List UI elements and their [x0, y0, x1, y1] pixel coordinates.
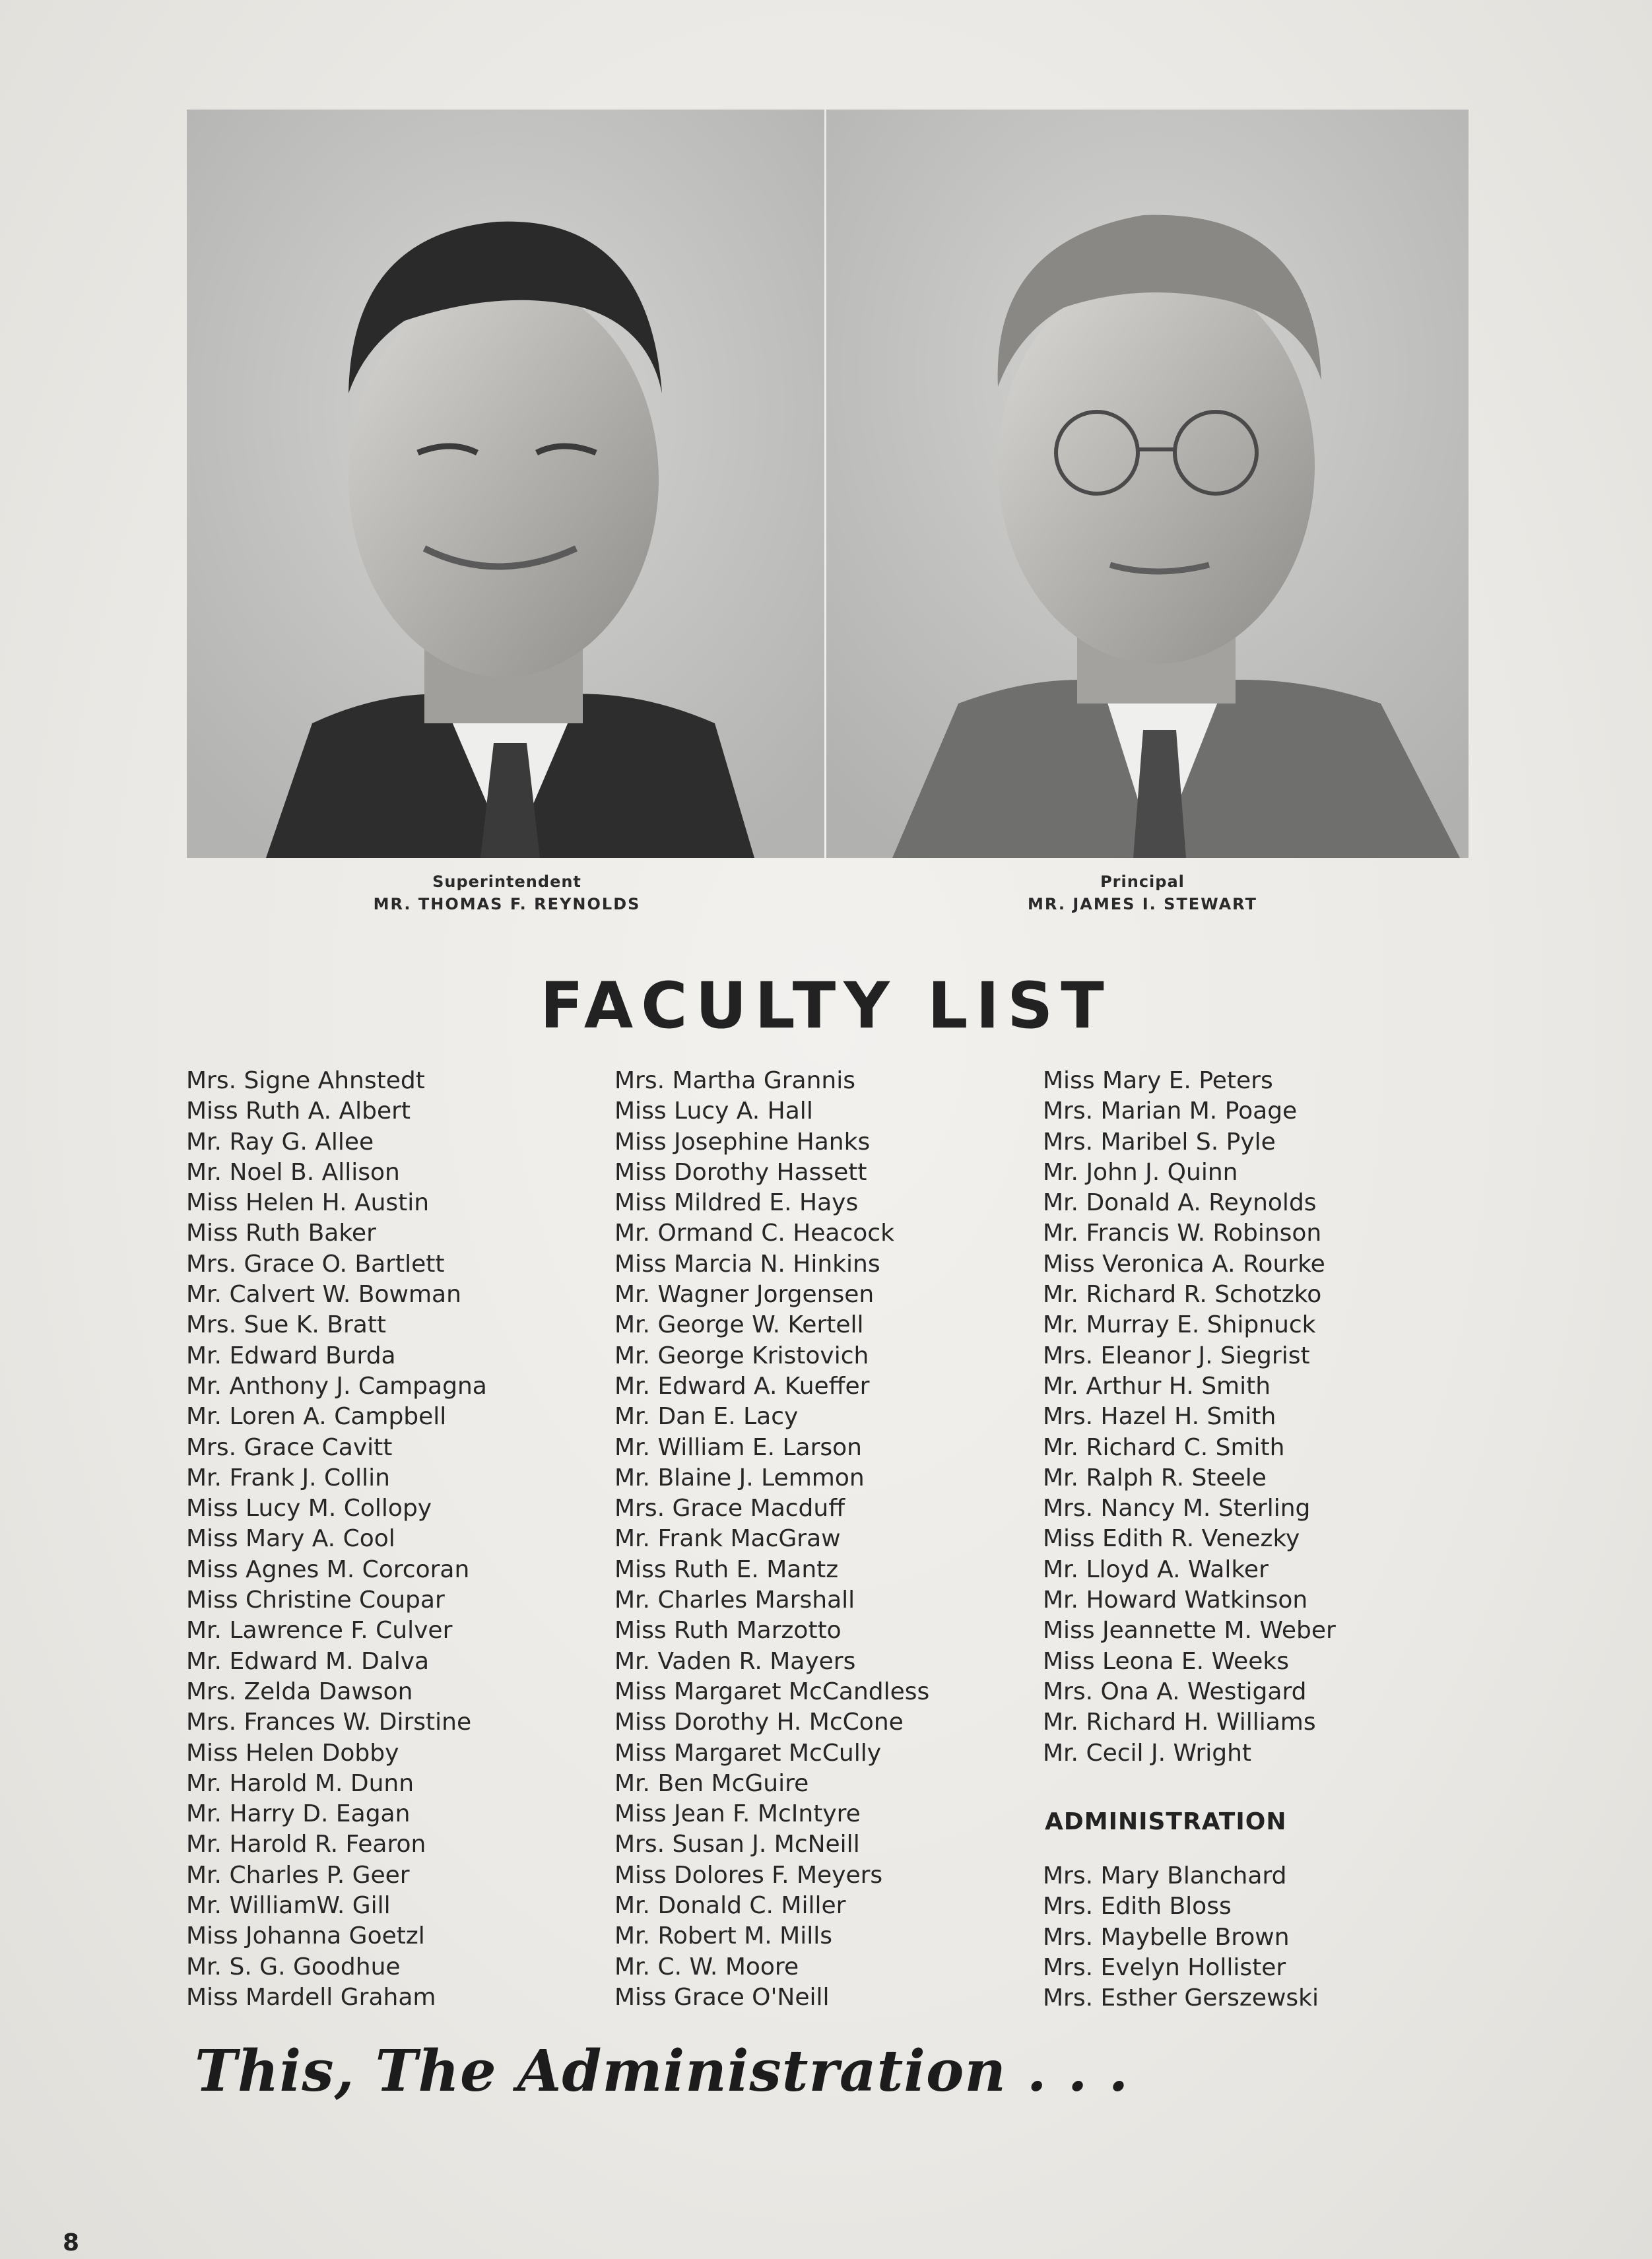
list-item: Mr. Charles P. Geer [186, 1861, 410, 1889]
list-item: Mr. Vaden R. Mayers [614, 1647, 856, 1675]
list-item: Miss Mildred E. Hays [614, 1189, 859, 1217]
list-item: Mr. George W. Kertell [614, 1311, 864, 1339]
superintendent-role: Superintendent [432, 872, 581, 891]
list-item: Mr. Ralph R. Steele [1043, 1464, 1267, 1491]
list-item: Mr. S. G. Goodhue [186, 1953, 401, 1981]
list-item: Miss Lucy A. Hall [614, 1097, 813, 1125]
list-item: Mr. Blaine J. Lemmon [614, 1464, 865, 1491]
list-item: Mr. Harold M. Dunn [186, 1769, 414, 1797]
list-item: Mr. Calvert W. Bowman [186, 1281, 461, 1309]
list-item: Mr. Richard H. Williams [1043, 1709, 1316, 1736]
list-item: Mrs. Susan J. McNeill [614, 1831, 860, 1858]
list-item: Mr. WilliamW. Gill [186, 1892, 391, 1920]
list-item: Mr. Harry D. Eagan [186, 1800, 411, 1828]
list-item: Mrs. Grace O. Bartlett [186, 1250, 445, 1278]
list-item: Miss Lucy M. Collopy [186, 1495, 432, 1522]
list-item: Miss Margaret McCandless [614, 1678, 930, 1705]
list-item: Miss Edith R. Venezky [1043, 1525, 1300, 1553]
list-item: Mr. Edward M. Dalva [186, 1647, 430, 1675]
list-item: Mr. Wagner Jorgensen [614, 1281, 875, 1309]
list-item: Mr. Edward A. Kueffer [614, 1372, 870, 1400]
list-item: Mr. Robert M. Mills [614, 1922, 832, 1950]
list-item: Mrs. Grace Macduff [614, 1495, 845, 1522]
list-item: Mr. George Kristovich [614, 1342, 869, 1369]
list-item: Mr. John J. Quinn [1043, 1158, 1238, 1186]
principal-name: MR. JAMES I. STEWART [1028, 895, 1257, 913]
list-item: Miss Christine Coupar [186, 1587, 445, 1614]
superintendent-caption [309, 872, 705, 913]
list-item: Mr. Arthur H. Smith [1043, 1372, 1271, 1400]
list-item: Mr. Loren A. Campbell [186, 1403, 447, 1431]
list-item: Mr. Donald C. Miller [614, 1892, 846, 1920]
list-item: Mr. Ben McGuire [614, 1769, 809, 1797]
list-item: Mr. Donald A. Reynolds [1043, 1189, 1317, 1217]
list-item: Mrs. Edith Bloss [1043, 1893, 1232, 1920]
list-item: Mr. Lloyd A. Walker [1043, 1555, 1269, 1583]
principal-caption [944, 872, 1340, 913]
list-item: Miss Jeannette M. Weber [1043, 1617, 1336, 1645]
list-item: Mr. Richard R. Schotzko [1043, 1281, 1322, 1309]
list-item: Mrs. Marian M. Poage [1043, 1097, 1298, 1125]
list-item: Mr. Cecil J. Wright [1043, 1739, 1252, 1767]
superintendent-portrait-drawing [187, 110, 824, 858]
list-item: Mr. Harold R. Fearon [186, 1831, 426, 1858]
administration-heading: ADMINISTRATION [1045, 1808, 1287, 1835]
list-item: Miss Jean F. McIntyre [614, 1800, 861, 1828]
superintendent-portrait [187, 110, 824, 858]
list-item: Miss Mary A. Cool [186, 1525, 395, 1553]
list-item: Miss Agnes M. Corcoran [186, 1555, 470, 1583]
list-item: Mr. Ray G. Allee [186, 1128, 374, 1156]
list-item: Mrs. Mary Blanchard [1043, 1862, 1287, 1889]
list-item: Miss Marcia N. Hinkins [614, 1250, 880, 1278]
administration-list [1043, 1861, 1319, 2013]
page-number: 8 [63, 2229, 80, 2256]
list-item: Mr. Anthony J. Campagna [186, 1372, 487, 1400]
list-item: Mr. Noel B. Allison [186, 1158, 400, 1186]
principal-portrait [826, 110, 1469, 858]
list-item: Mr. Edward Burda [186, 1342, 396, 1369]
tagline: This, The Administration . . . [195, 2038, 1129, 2105]
list-item: Miss Josephine Hanks [614, 1128, 871, 1156]
list-item: Miss Helen H. Austin [186, 1189, 430, 1217]
principal-role: Principal [1100, 872, 1185, 891]
list-item: Mrs. Esther Gerszewski [1043, 1984, 1319, 2012]
list-item: Miss Veronica A. Rourke [1043, 1250, 1325, 1278]
list-item: Mr. Howard Watkinson [1043, 1587, 1308, 1614]
list-item: Miss Ruth Baker [186, 1220, 376, 1247]
list-item: Miss Mardell Graham [186, 1983, 436, 2011]
list-item: Mrs. Zelda Dawson [186, 1678, 413, 1705]
list-item: Mrs. Martha Grannis [614, 1067, 856, 1094]
list-item: Miss Johanna Goetzl [186, 1922, 425, 1950]
list-item: Mrs. Signe Ahnstedt [186, 1067, 425, 1094]
list-item: Mr. Frank J. Collin [186, 1464, 390, 1491]
list-item: Mr. Ormand C. Heacock [614, 1220, 894, 1247]
list-item: Miss Grace O'Neill [614, 1983, 830, 2011]
superintendent-name: MR. THOMAS F. REYNOLDS [373, 895, 641, 913]
list-item: Mrs. Eleanor J. Siegrist [1043, 1342, 1310, 1369]
list-item: Mr. Richard C. Smith [1043, 1433, 1285, 1461]
list-item: Miss Dorothy H. McCone [614, 1709, 904, 1736]
list-item: Mrs. Frances W. Dirstine [186, 1709, 472, 1736]
list-item: Mrs. Hazel H. Smith [1043, 1403, 1276, 1431]
list-item: Mrs. Nancy M. Sterling [1043, 1495, 1311, 1522]
list-item: Miss Dorothy Hassett [614, 1158, 867, 1186]
list-item: Miss Margaret McCully [614, 1739, 882, 1767]
list-item: Mrs. Grace Cavitt [186, 1433, 393, 1461]
faculty-column-2 [614, 1066, 929, 2013]
list-item: Mr. Lawrence F. Culver [186, 1617, 453, 1645]
list-item: Mrs. Evelyn Hollister [1043, 1953, 1286, 1981]
list-item: Miss Dolores F. Meyers [614, 1861, 883, 1889]
list-item: Miss Ruth A. Albert [186, 1097, 411, 1125]
list-item: Mr. C. W. Moore [614, 1953, 799, 1981]
faculty-column-1 [186, 1066, 487, 2013]
list-item: Mr. Murray E. Shipnuck [1043, 1311, 1316, 1339]
list-item: Mrs. Ona A. Westigard [1043, 1678, 1307, 1705]
list-item: Mrs. Maribel S. Pyle [1043, 1128, 1276, 1156]
list-item: Mr. Francis W. Robinson [1043, 1220, 1322, 1247]
list-item: Miss Ruth E. Mantz [614, 1555, 839, 1583]
list-item: Miss Helen Dobby [186, 1739, 399, 1767]
faculty-column-3 [1043, 1066, 1336, 1769]
list-item: Miss Leona E. Weeks [1043, 1647, 1289, 1675]
list-item: Mr. Dan E. Lacy [614, 1403, 799, 1431]
list-item: Mr. Frank MacGraw [614, 1525, 841, 1553]
list-item: Miss Mary E. Peters [1043, 1067, 1273, 1094]
principal-portrait-drawing [826, 110, 1469, 858]
list-item: Mrs. Maybelle Brown [1043, 1923, 1290, 1951]
list-item: Mrs. Sue K. Bratt [186, 1311, 387, 1339]
page-title: FACULTY LIST [540, 969, 1112, 1043]
list-item: Miss Ruth Marzotto [614, 1617, 842, 1645]
list-item: Mr. William E. Larson [614, 1433, 862, 1461]
list-item: Mr. Charles Marshall [614, 1587, 855, 1614]
